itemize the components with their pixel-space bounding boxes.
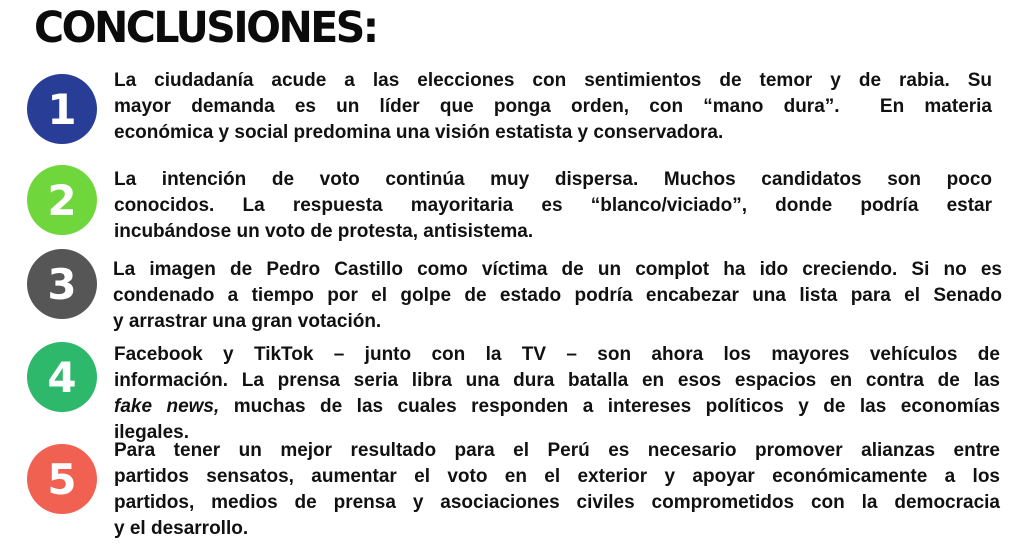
number-badge-4 <box>27 342 97 412</box>
number-2: 2 <box>47 175 77 225</box>
conclusion-5-line-1: Para tener un mejor resultado para el Perú es necesario promover alianzas entre <box>114 440 1000 461</box>
conclusion-3-line-3: y arrastrar una gran votación. <box>113 311 382 332</box>
conclusion-5-line-3: partidos, medios de prensa y asociaciones civiles comprometidos con la democracia <box>114 492 1000 513</box>
conclusion-5 <box>114 438 1000 542</box>
conclusion-4-line-3 <box>114 394 1000 420</box>
conclusion-4-line-2: información. La prensa seria libra una dura batalla en esos espacios en contra de las <box>114 370 1000 391</box>
conclusion-3 <box>113 257 1002 335</box>
number-3: 3 <box>47 259 77 309</box>
number-4: 4 <box>47 352 77 402</box>
conclusion-3-line-1: La imagen de Pedro Castillo como víctima de un complot ha ido creciendo. Si no es <box>113 259 1002 280</box>
conclusion-1-line-1: La ciudadanía acude a las elecciones con sentimientos de temor y de rabia. Su <box>114 70 992 91</box>
conclusion-4-line-3-text: muchas de las cuales responden a intereses políticos y de las economías <box>233 396 1001 417</box>
number-1: 1 <box>47 84 77 134</box>
number-badge-5 <box>27 444 97 514</box>
conclusion-4-line-4: ilegales. <box>114 422 189 443</box>
conclusion-2 <box>114 167 992 245</box>
number-badge-1 <box>27 74 97 144</box>
conclusion-1-line-2: mayor demanda es un líder que ponga orden, con “mano dura”. En materia <box>114 96 992 117</box>
conclusion-1-line-3: económica y social predomina una visión estatista y conservadora. <box>114 122 724 143</box>
conclusion-3-line-2: condenado a tiempo por el golpe de estado podría encabezar una lista para el Senado <box>113 285 1002 306</box>
number-5: 5 <box>47 454 77 504</box>
fake-news-term: fake news, <box>114 396 220 417</box>
conclusion-2-line-2: conocidos. La respuesta mayoritaria es “blanco/viciado”, donde podría estar <box>114 195 992 216</box>
conclusion-4-line-1: Facebook y TikTok – junto con la TV – son ahora los mayores vehículos de <box>114 344 1000 365</box>
conclusion-2-line-3: incubándose un voto de protesta, antisistema. <box>114 221 534 242</box>
conclusion-5-line-4: y el desarrollo. <box>114 518 249 539</box>
conclusion-4 <box>114 342 1000 446</box>
conclusion-2-line-1: La intención de voto continúa muy dispersa. Muchos candidatos son poco <box>114 169 992 190</box>
number-badge-2 <box>27 165 97 235</box>
conclusion-5-line-2: partidos sensatos, aumentar el voto en el exterior y apoyar económicamente a los <box>114 466 1000 487</box>
page-title: CONCLUSIONES: <box>34 2 377 53</box>
conclusion-1 <box>114 68 992 146</box>
number-badge-3 <box>27 249 97 319</box>
